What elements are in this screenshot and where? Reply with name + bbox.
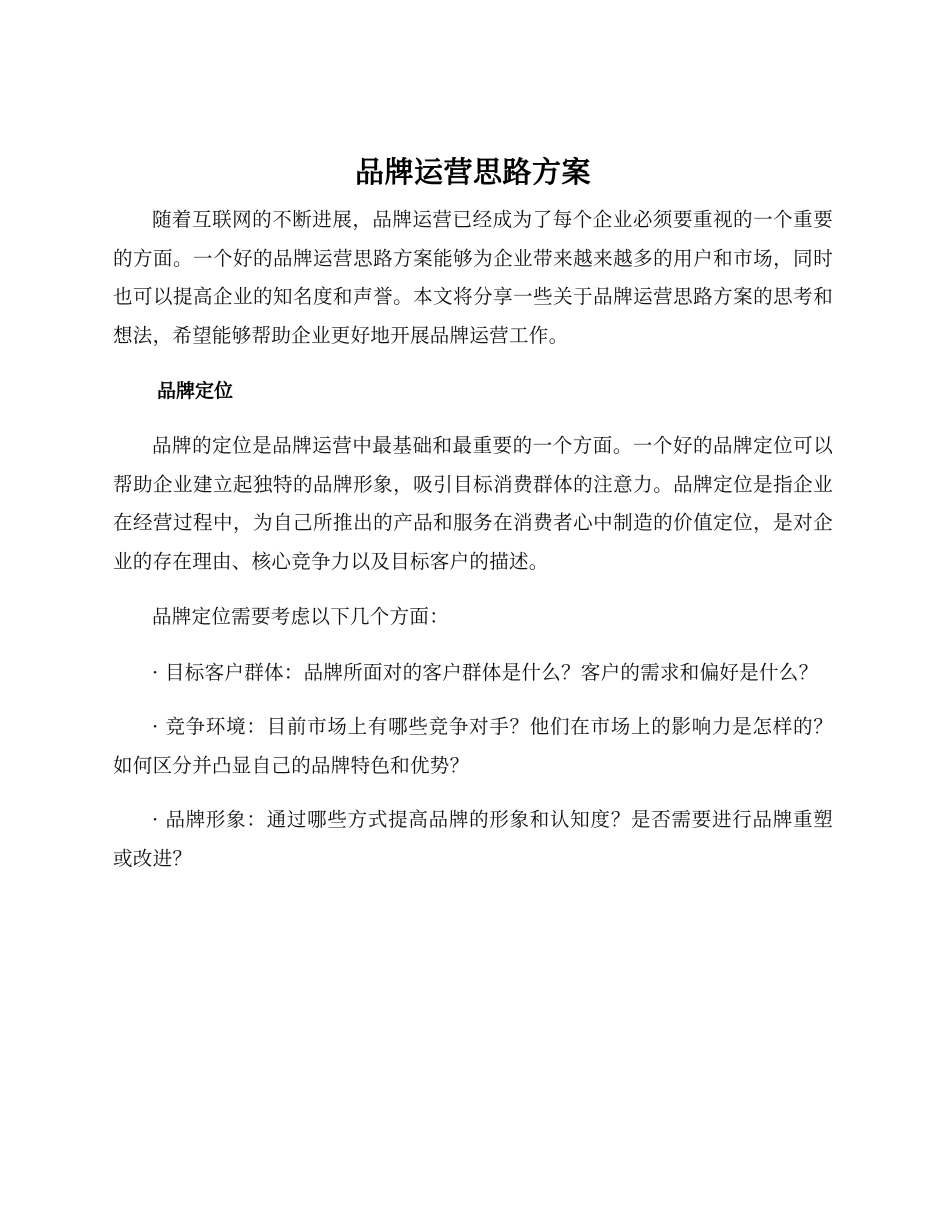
document-title: 品牌运营思路方案 xyxy=(354,155,591,189)
list-item-brand-image: · 品牌形象：通过哪些方式提高品牌的形象和认知度？是否需要进行品牌重塑或改进？ xyxy=(113,808,833,870)
intro-paragraph: 随着互联网的不断进展，品牌运营已经成为了每个企业必须要重视的一个重要的方面。一个好的品牌运营思路方案能够为企业带来越来越多的用户和市场，同时也可以提高企业的知名度和声誉。本文将分享一些关于品牌运营思路方案的思考和想法，希望能够帮助企业更好地开展品牌运营工作。 xyxy=(113,208,833,347)
list-item-target-customers: · 目标客户群体：品牌所面对的客户群体是什么？客户的需求和偏好是什么？ xyxy=(152,660,819,684)
list-item-competition: · 竞争环境：目前市场上有哪些竞争对手？他们在市场上的影响力是怎样的？如何区分并凸显自己的品牌特色和优势？ xyxy=(113,715,833,777)
document-page xyxy=(113,150,833,878)
positioning-paragraph: 品牌的定位是品牌运营中最基础和最重要的一个方面。一个好的品牌定位可以帮助企业建立起独特的品牌形象，吸引目标消费群体的注意力。品牌定位是指企业在经营过程中，为自己所推出的产品和服务在消费者心中制造的价值定位，是对企业的存在理由、核心竞争力以及目标客户的描述。 xyxy=(113,434,833,573)
section-heading-brand-positioning: 品牌定位 xyxy=(157,380,234,402)
positioning-aspects-intro: 品牌定位需要考虑以下几个方面： xyxy=(152,605,450,628)
